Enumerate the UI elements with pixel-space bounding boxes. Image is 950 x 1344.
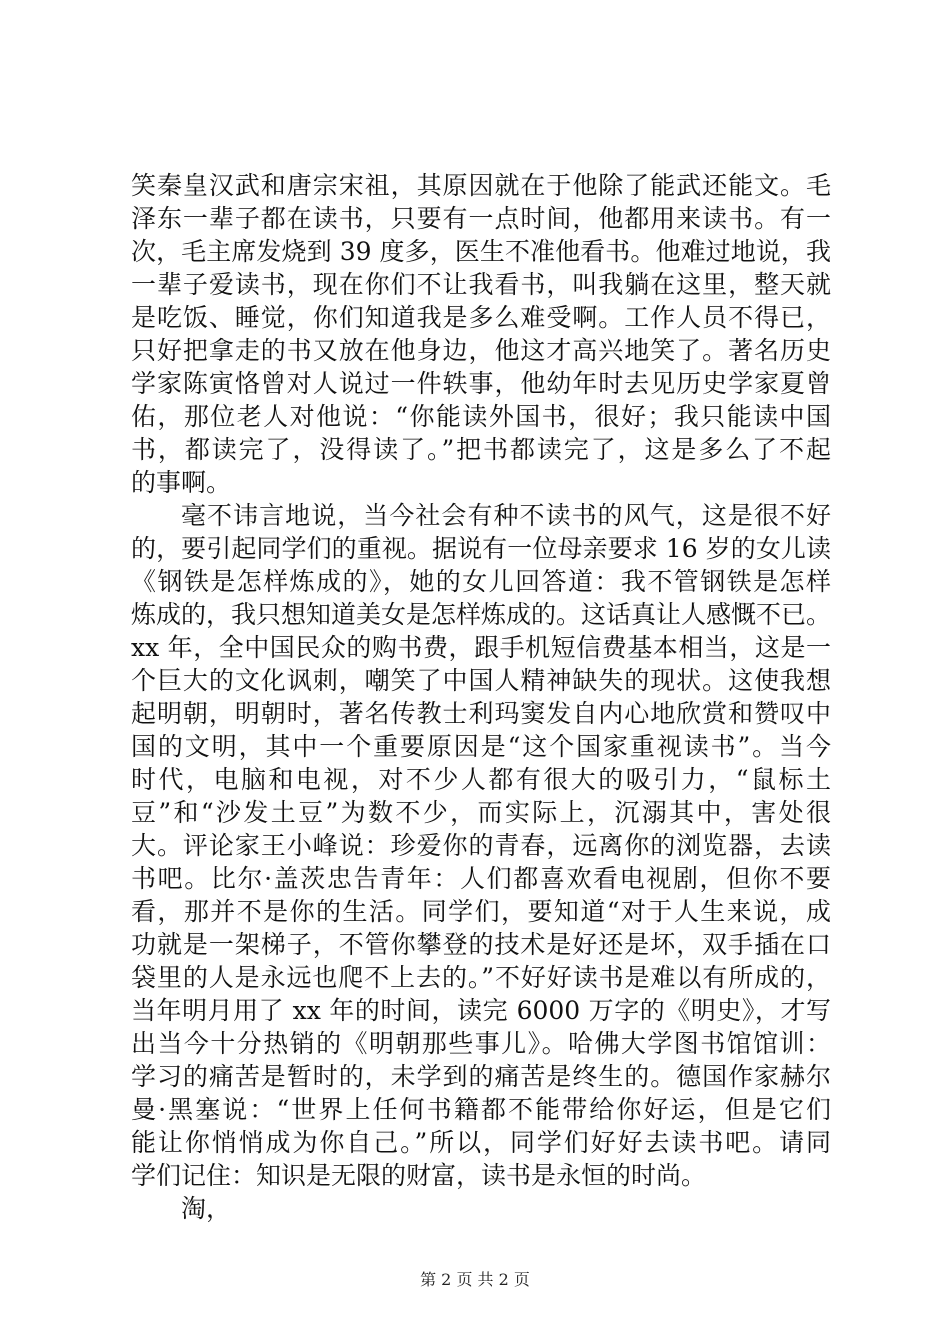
text-line: 泽东一辈子都在读书，只要有一点时间，他都用来读书。有一	[131, 204, 831, 233]
text-line: 起明朝，明朝时，著名传教士利玛窦发自内心地欣赏和赞叹中	[131, 699, 831, 728]
text-line: 佑，那位老人对他说：“你能读外国书，很好；我只能读中国	[131, 402, 831, 431]
text-line: 个巨大的文化讽刺，嘲笑了中国人精神缺失的现状。这使我想	[131, 666, 831, 695]
page-footer: 第 2 页 共 2 页	[420, 1270, 530, 1289]
text-line: 大。评论家王小峰说：珍爱你的青春，远离你的浏览器，去读	[131, 831, 831, 860]
text-line: 笑秦皇汉武和唐宗宋祖，其原因就在于他除了能武还能文。毛	[131, 171, 831, 200]
text-line: 豆”和“沙发土豆”为数不少，而实际上，沉溺其中，害处很	[131, 798, 831, 827]
text-line: 能让你悄悄成为你自己。”所以，同学们好好去读书吧。请同	[131, 1128, 831, 1157]
text-line: 是吃饭、睡觉，你们知道我是多么难受啊。工作人员不得已，	[131, 303, 831, 332]
text-line: 出当今十分热销的《明朝那些事儿》。哈佛大学图书馆馆训：	[131, 1029, 831, 1058]
text-line: 只好把拿走的书又放在他身边，他这才高兴地笑了。著名历史	[131, 336, 831, 365]
text-line: 看，那并不是你的生活。同学们，要知道“对于人生来说，成	[131, 897, 831, 926]
text-line: 曼·黑塞说：“世界上任何书籍都不能带给你好运，但是它们	[131, 1095, 831, 1124]
text-line: 袋里的人是永远也爬不上去的。”不好好读书是难以有所成的，	[131, 963, 831, 992]
text-line: 毫不讳言地说，当今社会有种不读书的风气，这是很不好	[181, 501, 831, 530]
text-line: 次，毛主席发烧到 39 度多，医生不准他看书。他难过地说，我	[131, 237, 831, 266]
text-line: xx 年，全中国民众的购书费，跟手机短信费基本相当，这是一	[131, 633, 831, 662]
text-line: 学家陈寅恪曾对人说过一件轶事，他幼年时去见历史学家夏曾	[131, 369, 831, 398]
text-line: 国的文明，其中一个重要原因是“这个国家重视读书”。当今	[131, 732, 831, 761]
paragraph	[131, 1192, 831, 1225]
text-line: 《钢铁是怎样炼成的》，她的女儿回答道：我不管钢铁是怎样	[131, 567, 831, 596]
text-line: 学习的痛苦是暂时的，未学到的痛苦是终生的。德国作家赫尔	[131, 1062, 831, 1091]
text-line: 功就是一架梯子，不管你攀登的技术是好还是坏，双手插在口	[131, 930, 831, 959]
text-line: 炼成的，我只想知道美女是怎样炼成的。这话真让人感慨不已。	[131, 600, 832, 629]
text-line: 时代，电脑和电视，对不少人都有很大的吸引力，“鼠标土	[131, 765, 831, 794]
text-line: 书吧。比尔·盖茨忠告青年：人们都喜欢看电视剧，但你不要	[131, 864, 831, 893]
text-line: 淘，	[181, 1194, 232, 1223]
text-line: 书，都读完了，没得读了。”把书都读完了，这是多么了不起	[131, 435, 831, 464]
text-line: 的，要引起同学们的重视。据说有一位母亲要求 16 岁的女儿读	[131, 534, 831, 563]
text-line: 一辈子爱读书，现在你们不让我看书，叫我躺在这里，整天就	[131, 270, 831, 299]
paragraph	[131, 169, 831, 499]
text-line: 的事啊。	[131, 468, 232, 497]
paragraph	[131, 499, 831, 1192]
text-line: 学们记住：知识是无限的财富，读书是永恒的时尚。	[131, 1161, 707, 1190]
document-body	[131, 169, 831, 1225]
text-line: 当年明月用了 xx 年的时间，读完 6000 万字的《明史》，才写	[131, 996, 831, 1025]
